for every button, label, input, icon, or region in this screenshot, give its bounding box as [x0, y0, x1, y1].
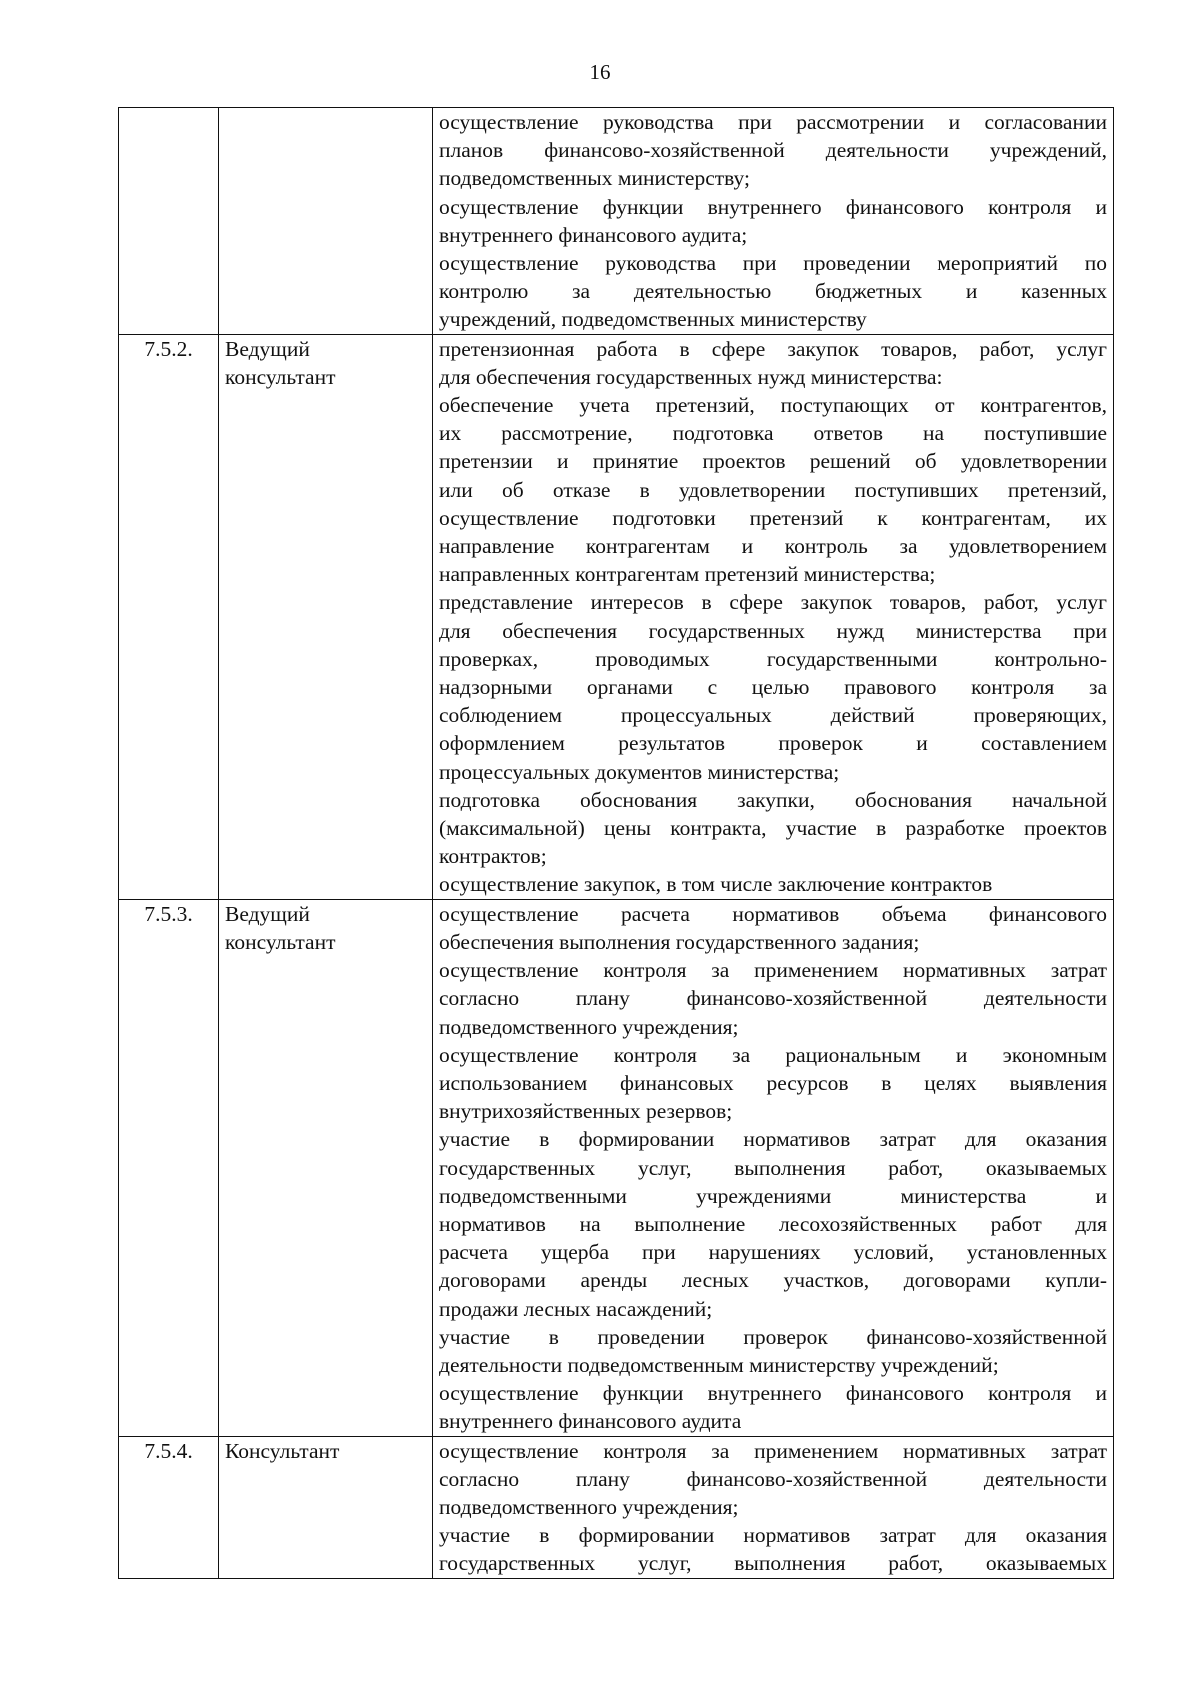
- duty-line: использованием финансовых ресурсов в целях выявления: [439, 1070, 1107, 1095]
- duty-line: осуществление руководства при проведении мероприятий по: [439, 251, 1107, 276]
- duty-line: подготовка обоснования закупки, обоснования начальной: [439, 787, 1107, 812]
- duty-line: внутреннего финансового аудита;: [439, 222, 748, 247]
- duty-line: участие в проведении проверок финансово-хозяйственной: [439, 1324, 1107, 1349]
- duty-line: осуществление контроля за применением нормативных затрат: [439, 1438, 1107, 1463]
- duty-line: расчета ущерба при нарушениях условий, установленных: [439, 1240, 1107, 1265]
- duty-line: соблюдением процессуальных действий проверяющих,: [439, 703, 1107, 728]
- position-cell: [219, 108, 433, 335]
- duty-line: проверках, проводимых государственными контрольно-: [439, 646, 1107, 671]
- duties-table-body: [119, 108, 1114, 1579]
- table-row: [119, 108, 1114, 335]
- duty-line: деятельности подведомственным министерству учреждений;: [439, 1352, 999, 1377]
- duties-cell: [433, 334, 1114, 899]
- duty-line: или об отказе в удовлетворении поступивших претензий,: [439, 477, 1107, 502]
- duty-line: государственных услуг, выполнения работ, оказываемых: [439, 1551, 1107, 1576]
- table-row: [119, 334, 1114, 899]
- duty-line: для обеспечения государственных нужд министерства:: [439, 364, 943, 389]
- duty-line: претензионная работа в сфере закупок товаров, работ, услуг: [439, 336, 1107, 361]
- duty-line: продажи лесных насаждений;: [439, 1296, 713, 1321]
- duty-line: осуществление функции внутреннего финансового контроля и: [439, 1381, 1107, 1406]
- row-number-cell: 7.5.4.: [119, 1436, 219, 1578]
- duty-line: осуществление расчета нормативов объема финансового: [439, 901, 1107, 926]
- duty-line: договорами аренды лесных участков, договорами купли-: [439, 1268, 1107, 1293]
- row-number-cell: [119, 108, 219, 335]
- duties-cell: [433, 108, 1114, 335]
- duty-line: (максимальной) цены контракта, участие в разработке проектов: [439, 816, 1107, 841]
- duty-line: внутрихозяйственных резервов;: [439, 1099, 733, 1124]
- duty-line: осуществление контроля за применением нормативных затрат: [439, 958, 1107, 983]
- duty-line: планов финансово-хозяйственной деятельности учреждений,: [439, 138, 1107, 163]
- duty-line: для обеспечения государственных нужд министерства при: [439, 618, 1107, 643]
- row-number-cell: 7.5.3.: [119, 899, 219, 1436]
- duty-line: обеспечение учета претензий, поступающих от контрагентов,: [439, 393, 1107, 418]
- duty-line: согласно плану финансово-хозяйственной деятельности: [439, 1466, 1107, 1491]
- duty-line: контрактов;: [439, 844, 547, 869]
- duty-line: оформлением результатов проверок и составлением: [439, 731, 1107, 756]
- duty-line: надзорными органами с целью правового контроля за: [439, 675, 1107, 700]
- position-cell: Консультант: [219, 1436, 433, 1578]
- duty-line: представление интересов в сфере закупок товаров, работ, услуг: [439, 590, 1107, 615]
- duty-line: направление контрагентам и контроль за удовлетворением: [439, 534, 1107, 559]
- duty-line: осуществление функции внутреннего финансового контроля и: [439, 194, 1107, 219]
- page-number: 16: [589, 60, 611, 84]
- duty-line: внутреннего финансового аудита: [439, 1409, 742, 1434]
- duty-line: осуществление закупок, в том числе заключение контрактов: [439, 872, 993, 897]
- duty-line: нормативов на выполнение лесохозяйственных работ для: [439, 1211, 1107, 1236]
- position-cell: Ведущий консультант: [219, 334, 433, 899]
- duty-line: обеспечения выполнения государственного задания;: [439, 929, 920, 954]
- duty-line: подведомственного учреждения;: [439, 1014, 739, 1039]
- duty-line: учреждений, подведомственных министерству: [439, 307, 867, 332]
- duty-line: претензии и принятие проектов решений об удовлетворении: [439, 449, 1107, 474]
- duties-cell: [433, 899, 1114, 1436]
- duty-line: осуществление контроля за рациональным и экономным: [439, 1042, 1107, 1067]
- duty-line: подведомственными учреждениями министерства и: [439, 1183, 1107, 1208]
- duty-line: контролю за деятельностью бюджетных и казенных: [439, 279, 1107, 304]
- duty-line: согласно плану финансово-хозяйственной деятельности: [439, 986, 1107, 1011]
- duty-line: направленных контрагентам претензий министерства;: [439, 562, 936, 587]
- table-row: [119, 1436, 1114, 1578]
- duty-line: участие в формировании нормативов затрат для оказания: [439, 1127, 1107, 1152]
- position-cell: Ведущий консультант: [219, 899, 433, 1436]
- duty-line: осуществление руководства при рассмотрении и согласовании: [439, 110, 1107, 134]
- duty-line: участие в формировании нормативов затрат для оказания: [439, 1523, 1107, 1548]
- duties-table: [118, 107, 1114, 1579]
- duty-line: их рассмотрение, подготовка ответов на поступившие: [439, 421, 1107, 446]
- row-number-cell: 7.5.2.: [119, 334, 219, 899]
- duties-cell: [433, 1436, 1114, 1578]
- duty-line: подведомственного учреждения;: [439, 1494, 739, 1519]
- duty-line: процессуальных документов министерства;: [439, 759, 840, 784]
- duty-line: государственных услуг, выполнения работ, оказываемых: [439, 1155, 1107, 1180]
- duty-line: подведомственных министерству;: [439, 166, 750, 191]
- duty-line: осуществление подготовки претензий к контрагентам, их: [439, 505, 1107, 530]
- table-row: [119, 899, 1114, 1436]
